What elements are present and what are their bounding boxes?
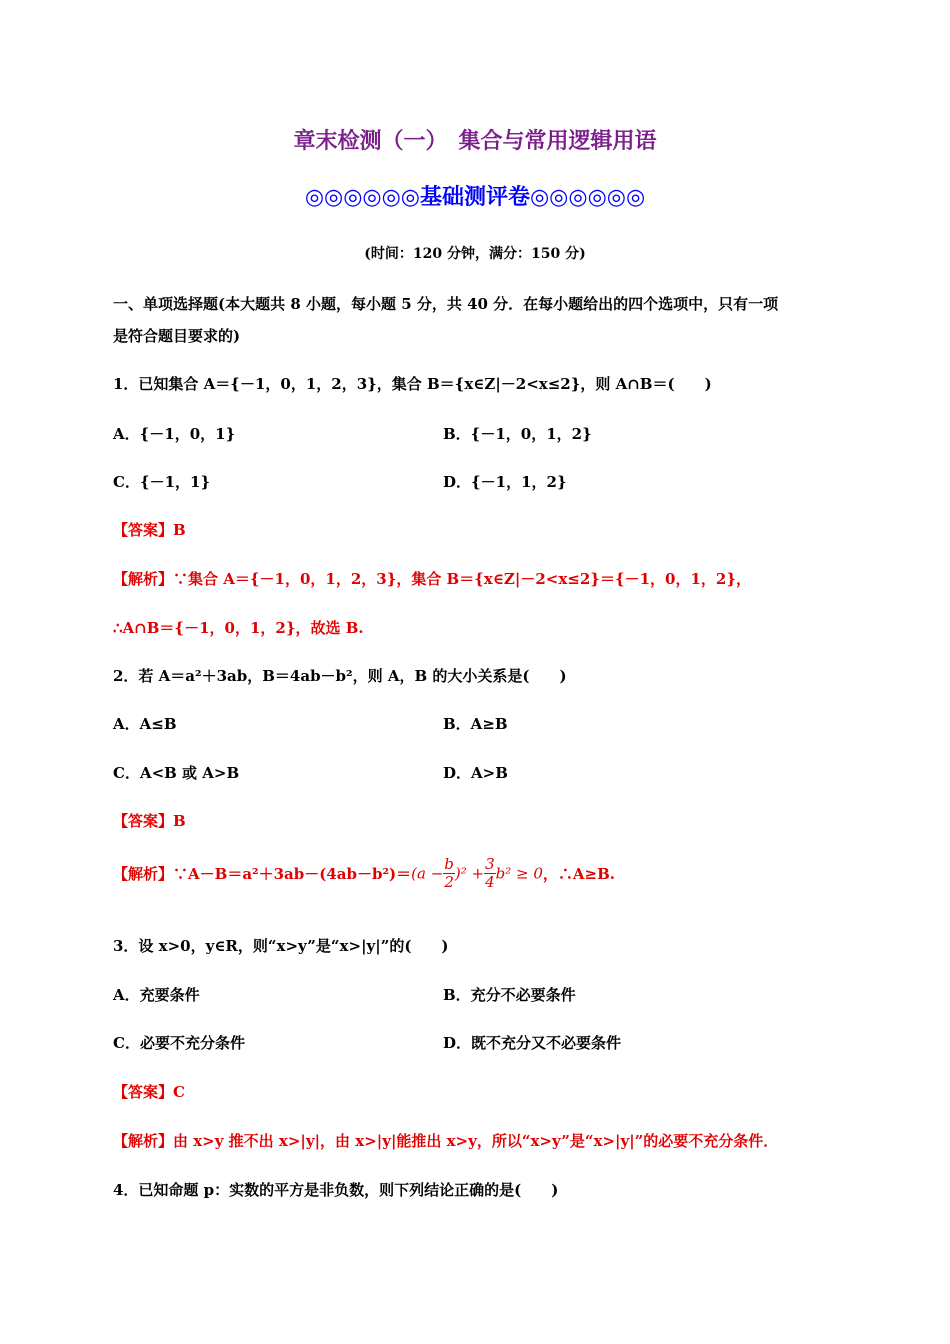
question-3-option-a: A．充要条件 <box>113 986 200 1004</box>
question-2-option-d: D．A>B <box>443 764 508 782</box>
formula-part-a: (a − <box>411 864 444 883</box>
question-2-option-b: B．A≥B <box>443 715 508 733</box>
question-3-stem: 3．设 x>0，y∈R，则“x>y”是“x>|y|”的( ) <box>113 937 449 955</box>
question-1-option-c: C．{－1，1} <box>113 473 211 491</box>
question-3-answer: 【答案】C <box>113 1083 185 1101</box>
formula-part-b: )² + <box>454 864 485 883</box>
fraction-b-over-2 <box>443 856 455 891</box>
question-1-option-a: A．{－1，0，1} <box>113 425 236 443</box>
question-2-answer: 【答案】B <box>113 812 186 830</box>
section-heading-cont: 是符合题目要求的) <box>113 327 241 345</box>
question-1-analysis-cont: ∴A∩B＝{－1，0，1，2}，故选 B. <box>113 619 364 637</box>
fraction-denominator: 4 <box>485 873 495 891</box>
section-heading: 一、单项选择题(本大题共 8 小题，每小题 5 分，共 40 分．在每小题给出的四个选项中，只有一项 <box>113 295 779 313</box>
question-1-option-b: B．{－1，0，1，2} <box>443 425 592 443</box>
question-2-option-a: A．A≤B <box>113 715 177 733</box>
analysis-suffix: ，∴A≥B. <box>542 865 616 883</box>
time-note: (时间：120 分钟，满分：150 分) <box>364 246 586 262</box>
question-3-option-b: B．充分不必要条件 <box>443 986 576 1004</box>
question-2-stem: 2．若 A＝a²＋3ab，B＝4ab－b²，则 A，B 的大小关系是( ) <box>113 667 567 685</box>
question-3-analysis: 【解析】由 x>y 推不出 x>|y|，由 x>|y|能推出 x>y，所以“x>y”是“x>|y|”的必要不充分条件． <box>113 1132 779 1150</box>
page-subtitle: ◎◎◎◎◎◎基础测评卷◎◎◎◎◎◎ <box>304 184 646 210</box>
question-3-option-d: D．既不充分又不必要条件 <box>443 1034 622 1052</box>
question-2-option-c: C．A<B 或 A>B <box>113 764 240 782</box>
question-1-answer: 【答案】B <box>113 521 186 539</box>
question-4-stem: 4．已知命题 p：实数的平方是非负数，则下列结论正确的是( ) <box>113 1181 559 1199</box>
question-2-analysis <box>113 856 615 891</box>
question-1-option-d: D．{－1，1，2} <box>443 473 567 491</box>
question-1-stem: 1．已知集合 A＝{－1，0，1，2，3}，集合 B＝{x∈Z|－2<x≤2}，则 A∩B＝( ) <box>113 375 712 393</box>
question-1-analysis: 【解析】∵集合 A＝{－1，0，1，2，3}，集合 B＝{x∈Z|－2<x≤2}＝{－1，0，1，2}， <box>113 570 751 588</box>
formula-part-c: b² ≥ 0 <box>495 864 543 883</box>
fraction-denominator: 2 <box>444 873 454 891</box>
page-title: 章末检测（一） 集合与常用逻辑用语 <box>293 128 657 154</box>
fraction-numerator: 3 <box>485 855 495 873</box>
fraction-3-over-4 <box>484 856 496 891</box>
question-3-option-c: C．必要不充分条件 <box>113 1034 245 1052</box>
fraction-numerator: b <box>444 855 454 873</box>
analysis-prefix: 【解析】∵A－B＝a²＋3ab－(4ab－b²)＝ <box>113 865 412 883</box>
